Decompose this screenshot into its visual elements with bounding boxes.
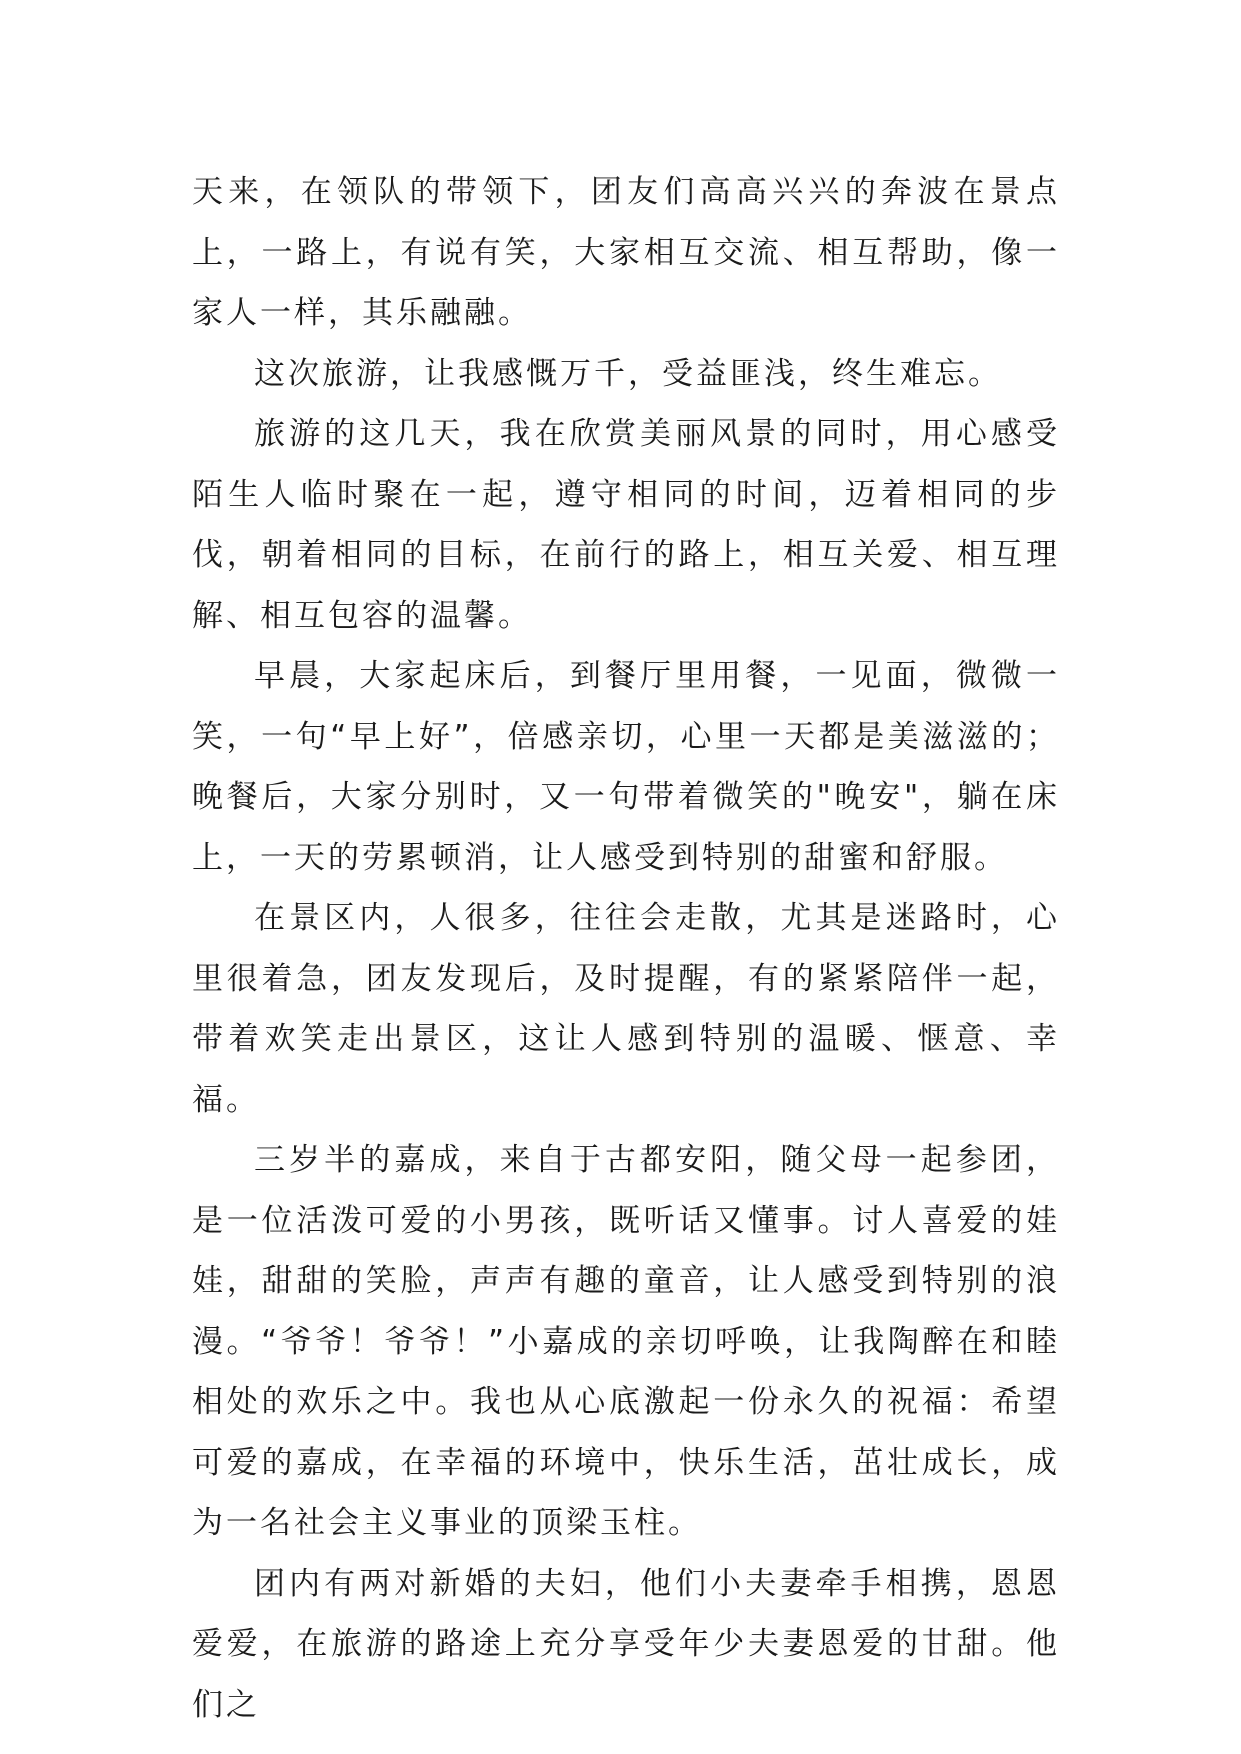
paragraph: 旅游的这几天，我在欣赏美丽风景的同时，用心感受陌生人临时聚在一起，遵守相同的时间，迈着相同的步伐，朝着相同的目标，在前行的路上，相互关爱、相互理解、相互包容的温馨。: [192, 416, 1060, 634]
paragraph: 这次旅游，让我感慨万千，受益匪浅，终生难忘。: [254, 355, 1002, 392]
paragraph-continuation: 天来，在领队的带领下，团友们高高兴兴的奔波在景点上，一路上，有说有笑，大家相互交流、相互帮助，像一家人一样，其乐融融。: [192, 174, 1060, 331]
document-body: [192, 162, 1060, 1735]
paragraph: 在景区内，人很多，往往会走散，尤其是迷路时，心里很着急，团友发现后，及时提醒，有的紧紧陪伴一起，带着欢笑走出景区，这让人感到特别的温暖、惬意、幸福。: [192, 900, 1060, 1118]
paragraph: 早晨，大家起床后，到餐厅里用餐，一见面，微微一笑，一句“早上好”，倍感亲切，心里一天都是美滋滋的；晚餐后，大家分别时，又一句带着微笑的"晚安"，躺在床上，一天的劳累顿消，让人感受到特别的甜蜜和舒服。: [192, 658, 1060, 876]
paragraph: 团内有两对新婚的夫妇，他们小夫妻牵手相携，恩恩爱爱，在旅游的路途上充分享受年少夫妻恩爱的甘甜。他们之: [192, 1565, 1060, 1723]
paragraph: 三岁半的嘉成，来自于古都安阳，随父母一起参团，是一位活泼可爱的小男孩，既听话又懂事。讨人喜爱的娃娃，甜甜的笑脸，声声有趣的童音，让人感受到特别的浪漫。“爷爷！爷爷！”小嘉成的亲切呼唤，让我陶醉在和睦相处的欢乐之中。我也从心底激起一份永久的祝福：希望可爱的嘉成，在幸福的环境中，快乐生活，茁壮成长，成为一名社会主义事业的顶梁玉柱。: [192, 1142, 1060, 1541]
